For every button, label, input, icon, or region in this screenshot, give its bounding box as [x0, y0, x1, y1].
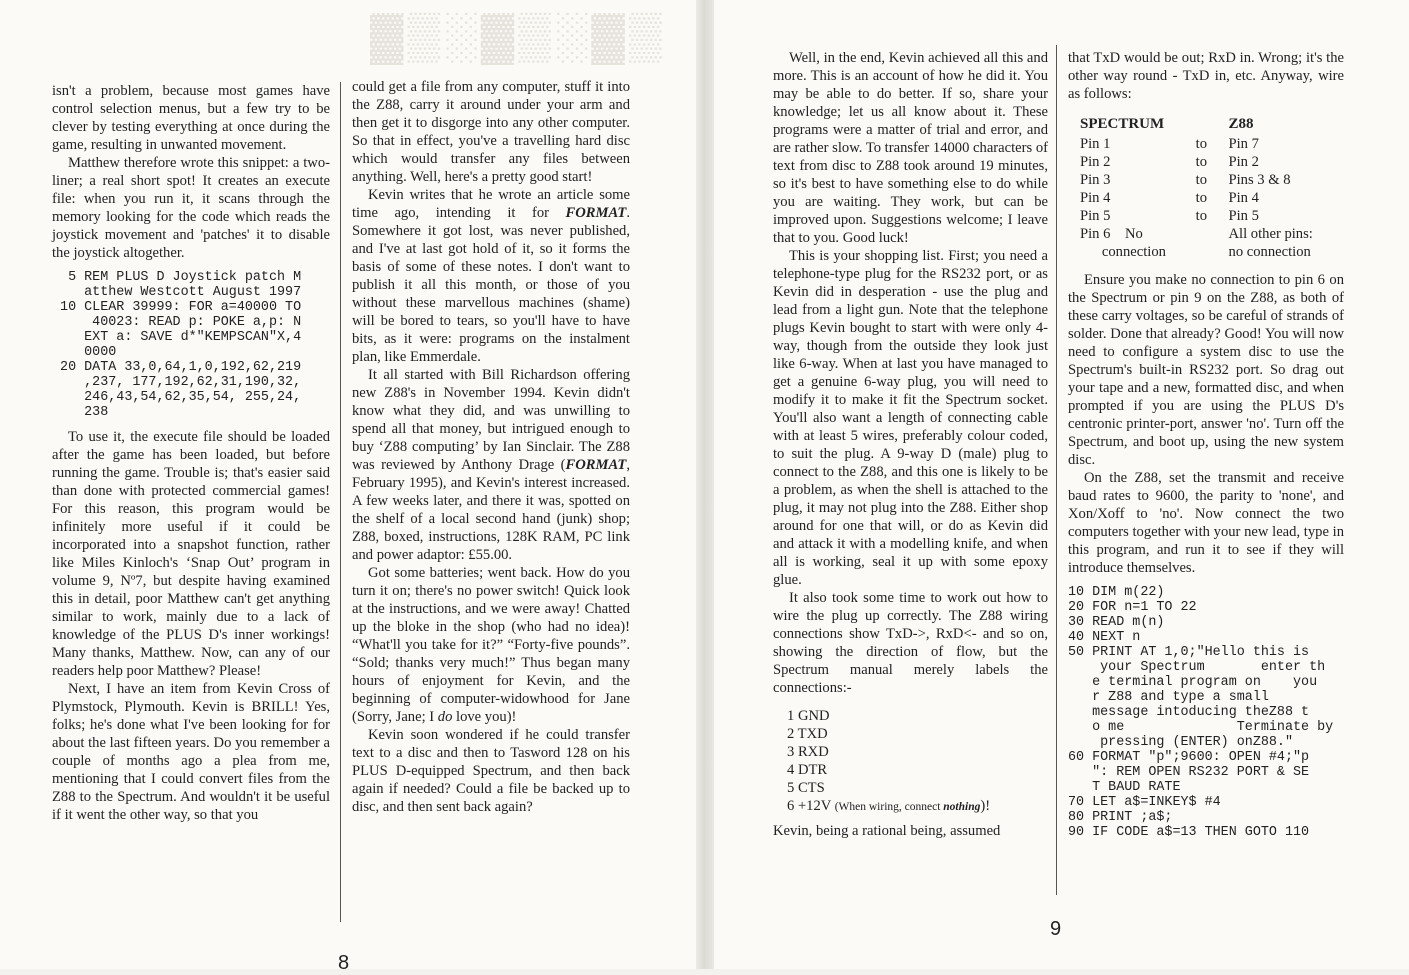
- table-cell: to: [1195, 136, 1208, 152]
- table-cell: to: [1195, 208, 1208, 224]
- right-page-column-2: [1068, 49, 1344, 848]
- text-run: love you)!: [452, 709, 517, 725]
- paragraph: [52, 680, 330, 824]
- paragraph: [1068, 469, 1344, 577]
- table-cell: Pin 2: [1228, 154, 1259, 170]
- bleed-through-artwork: ▓▒░▓▒░▓▒: [370, 9, 666, 61]
- text-run: Matthew therefore wrote this snippet: a two-liner; a real short spot! It creates an execute file: when you run it, it scans through the memory looking for the code which reads the joystick movement and 'patches' it to disable the joystick altogether.: [52, 155, 330, 261]
- column-header: [1196, 115, 1229, 135]
- table-header-row: [1080, 115, 1344, 135]
- paragraph: [773, 49, 1048, 247]
- text-run: . Somewhere it got lost, was never published, and I've at last got hold of it, so it forms the basis of some of these notes. I don't want to publish it all this month, or those of you without these marvellous machines (shame) will be bored to tears, so you'll have to have bits, as it were: programs on the instalment plan, like Emmerdale.: [352, 205, 630, 365]
- table-cell: Pin 5: [1080, 208, 1111, 224]
- column-header: SPECTRUM: [1080, 116, 1165, 132]
- table-cell: Pin 4: [1228, 190, 1259, 206]
- page-number: 8: [338, 952, 350, 974]
- table-cell: to: [1195, 172, 1208, 188]
- text-run: , February 1995), and Kevin's interest increased. A few weeks later, and there it was, spotted on the shelf of a local second hand (junk) shop; Z88, boxed, instructions, 128K RAM, PC link and power adaptor: £55.00.: [352, 457, 630, 563]
- left-page-column-1: [52, 82, 330, 824]
- text-run: 6 +12V: [787, 798, 835, 814]
- text-run: Ensure you make no connection to pin 6 on the Spectrum or pin 9 on the Z88, as both of these carry voltages, so be careful of strands of solder. Done that already? Good! You will now need to configure a system disc to use the Spectrum's built-in RS232 port. So drag out your tape and a new, formatted disc, and when prompted if you are using the PLUS D's centronic printer-port, answer 'no'. Turn off the Spectrum, and boot up, using the new system disc.: [1068, 272, 1344, 468]
- table-cell: Pin 3: [1080, 172, 1111, 188]
- table-cell: All other pins: no connection: [1228, 226, 1313, 260]
- column-divider: [1056, 45, 1057, 895]
- text-run: )!: [980, 798, 991, 814]
- paragraph: [352, 78, 630, 186]
- paragraph: [352, 564, 630, 726]
- paragraph: [773, 247, 1048, 589]
- table-row: [1080, 207, 1344, 225]
- paragraph: [773, 822, 1048, 840]
- left-page-column-2: [352, 78, 630, 816]
- page-number: 9: [1050, 918, 1062, 940]
- magazine-title-text: FORMAT: [565, 457, 627, 473]
- text-run: could get a file from any computer, stuff it into the Z88, carry it around under your arm and then get it to disgorge into any other computer. So that in effect, you've a travelling hard disc which would transfer any files between anything. Well, here's a pretty good start!: [352, 79, 630, 185]
- table-cell: Pin 4: [1080, 190, 1111, 206]
- table-cell: Pin 6 No connection: [1080, 226, 1166, 260]
- text-run: Kevin, being a rational being, assumed: [773, 823, 1001, 839]
- column-divider: [340, 82, 341, 922]
- basic-program-listing: 10 DIM m(22) 20 FOR n=1 TO 22 30 READ m(n) 40 NEXT n 50 PRINT AT 1,0;"Hello this is your Spectrum enter th e terminal program on you r Z88 and type a small message intoducing theZ88 t o me Terminate by pressing (ENTER) onZ88." 60 FORMAT "p";9600: OPEN #4;"p ": REM OPEN RS232 PORT & SE T BAUD RATE 70 LET a$=INKEY$ #4 80 PRINT ;a$; 90 IF CODE a$=13 THEN GOTO 110: [1068, 585, 1334, 840]
- column-header: Z88: [1228, 116, 1254, 132]
- table-cell: to: [1195, 154, 1208, 170]
- text-run: 4 DTR: [787, 762, 828, 778]
- rs232-pin-list: [773, 707, 1048, 816]
- text-run: Kevin writes that he wrote an article some time ago, intending it for: [352, 187, 630, 221]
- text-run: To use it, the execute file should be loaded after the game has been loaded, but before running the game. Trouble is; that's easier said than done with protected commercial games! For this reason, this program would be infinitely more useful if it could be incorporated into a snapshot function, rather like Miles Kinloch's ‘Snap Out’ program in volume 9, Nº7, but despite having examined this in detail, poor Matthew can't get anything similar to work, mainly due to a lack of knowledge of the PLUS D's inner workings! Many thanks, Matthew. Now, can any of our readers help poor Matthew? Please!: [52, 429, 330, 679]
- paragraph: [52, 82, 330, 154]
- table-row: [1080, 225, 1344, 261]
- table-cell: [1196, 225, 1229, 261]
- text-run: isn't a problem, because most games have control selection menus, but a few try to be clever by testing everything at once during the game, resulting in unwanted movement.: [52, 83, 330, 153]
- paragraph: [352, 726, 630, 816]
- book-gutter: [696, 0, 714, 969]
- text-run: 1 GND: [787, 708, 830, 724]
- table-row: [1080, 153, 1344, 171]
- text-run: On the Z88, set the transmit and receive baud rates to 9600, the parity to 'none', and Xon/Xoff to 'no'. Now connect the two computers together with your new lead, type in this program, and run it to see if they will introduce themselves.: [1068, 470, 1344, 576]
- paragraph: [773, 589, 1048, 697]
- text-run: This is your shopping list. First; you need a telephone-type plug for the RS232 port, or as Kevin did in desperation - use the plug and lead from a light gun. Note that the telephone plugs Kevin bought to start with were only 4-way, though from the outside they look just like 6-way. When at last you have managed to get a genuine 6-way plug, you will need to modify it to make it fit the Spectrum socket. You'll also want a length of connecting cable with at least 5 wires, preferably colour coded, to suit the plug. A 9-way D (male) plug to connect to the Z88, and this one is likely to be a problem, as when the shell is attached to the plug, it may not plug into the Z88. Either shop around for one that will, or do as Kevin did and attack it with a modelling knife, and when all is working, seal it up with some epoxy glue.: [773, 248, 1048, 588]
- list-item: [787, 761, 1048, 779]
- emphasis-text: do: [437, 709, 453, 725]
- paragraph: [52, 154, 330, 262]
- table-row: [1080, 171, 1344, 189]
- paragraph: [1068, 49, 1344, 103]
- table-cell: to: [1195, 190, 1208, 206]
- text-run: Got some batteries; went back. How do you turn it on; there's no power switch! Quick look at the instructions, and we were away! Chatted up the bloke in the shop (who had no idea)! “What'll you take for it?” “Forty-five pounds”. “Sold; thanks very much!” Thus began many hours of enjoyment for Kevin, and the beginning of computer-widowhood for Jane (Sorry, Jane; I: [352, 565, 630, 725]
- paragraph: [1068, 271, 1344, 469]
- table-cell: Pins 3 & 8: [1228, 172, 1291, 188]
- text-run: 5 CTS: [787, 780, 825, 796]
- text-run: that TxD would be out; RxD in. Wrong; it's the other way round - TxD in, etc. Anyway, wire as follows:: [1068, 50, 1344, 102]
- magazine-title-text: FORMAT: [565, 205, 627, 221]
- text-run: Well, in the end, Kevin achieved all this and more. This is an account of how he did it. You may be able to do better. If so, share your knowledge; let us all know about it. These programs were a matter of trial and error, and are rather slow. To transfer 14000 characters of text from disc to Z88 took around 19 minutes, so it's best to have something else to do while you are waiting. They work, but can be improved upon. Suggestions welcome; I leave that to you. Good luck!: [773, 50, 1048, 246]
- table-cell: Pin 7: [1228, 136, 1259, 152]
- small-note-text: (When wiring, connect: [834, 801, 944, 813]
- text-run: 2 TXD: [787, 726, 828, 742]
- emphasis-text: nothing: [943, 801, 981, 813]
- table-cell: Pin 5: [1228, 208, 1259, 224]
- paragraph: [352, 366, 630, 564]
- list-item: [787, 779, 1048, 797]
- list-item: [787, 743, 1048, 761]
- table-cell: Pin 2: [1080, 154, 1111, 170]
- text-run: It all started with Bill Richardson offering new Z88's in November 1994. Kevin didn't know what they did, and was unwilling to spend all that money, but intrigued enough to buy ‘Z88 computing’ by Ian Sinclair. The Z88 was reviewed by Anthony Drage (: [352, 367, 630, 473]
- right-page-column-1: [773, 49, 1048, 840]
- right-page: [714, 0, 1409, 969]
- table-row: [1080, 135, 1344, 153]
- text-run: Kevin soon wondered if he could transfer text to a disc and then to Tasword 128 on his PLUS D-equipped Spectrum, and then back again if needed? Could a file be backed up to disc, and then sent back again?: [352, 727, 630, 815]
- table-row: [1080, 189, 1344, 207]
- text-run: 3 RXD: [787, 744, 829, 760]
- paragraph: [52, 428, 330, 680]
- list-item: [787, 725, 1048, 743]
- table-cell: Pin 1: [1080, 136, 1111, 152]
- text-run: Next, I have an item from Kevin Cross of Plymstock, Plymouth. Kevin is BRILL! Yes, folks; he's done what I've been looking for for about the last fifteen years. Do you remember a couple of months ago a plea from me, mentioning that I could convert files from the Z88 to the Spectrum. And wouldn't it be useful if it went the other way, so that you: [52, 681, 330, 823]
- left-page: [0, 0, 696, 974]
- list-item: [787, 797, 1048, 816]
- text-run: It also took some time to work out how to wire the plug up correctly. The Z88 wiring connections show TxD->, RxD<- and so on, showing the direction of flow, but the Spectrum manual merely labels the connections:-: [773, 590, 1048, 696]
- list-item: [787, 707, 1048, 725]
- basic-program-listing: 5 REM PLUS D Joystick patch M atthew Westcott August 1997 10 CLEAR 39999: FOR a=40000 TO 40023: READ p: POKE a,p: N EXT a: SAVE d*"KEMPSCAN"X,4 0000 20 DATA 33,0,64,1,0,192,62,219 ,237, 177,192,62,31,190,32, 246,43,54,62,35,54, 255,24, 238: [60, 270, 302, 420]
- paragraph: [352, 186, 630, 366]
- wiring-table: [1080, 115, 1344, 261]
